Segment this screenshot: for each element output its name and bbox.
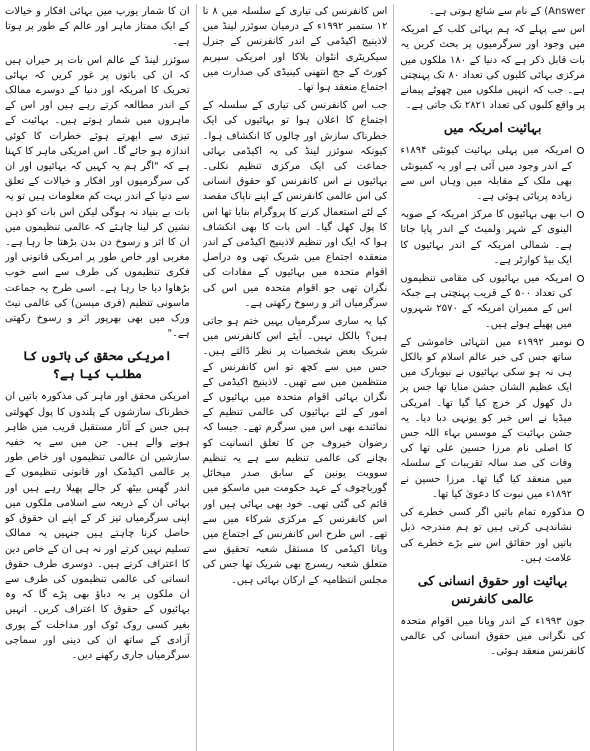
bullet-list (400, 143, 585, 565)
section-heading: بہائیت امریکہ میں (443, 120, 542, 136)
list-item: مذکورہ تمام باتیں اگر کسی خطرے کی نشاندہی کرتی ہیں تو ہم مندرجہ ذیل باتیں اور حقائق اس سے بڑے خطرے کی علامت ہیں۔ (400, 505, 585, 566)
paragraph: جون ۱۹۹۳ء کے اندر ویانا میں اقوام متحدہ کی نگرانی میں حقوق انسانی کی عالمی کانفرنس منعقد ہوئی۔ (400, 615, 585, 658)
paragraph: اس کانفرنس کی تیاری کے سلسلہ میں ۸ تا ۱۲ ستمبر ۱۹۹۲ء کے درمیان سوئزر لینڈ میں لاذینیج اکیڈمی کے اندر کانفرنس کے جنرل سیکریٹری انٹوان بلاکا اور امریکی سپریم کورٹ کے جج انتھنی کینیڈی کی صدارت میں اجتماع منعقد ہوا تھا۔ (202, 6, 388, 94)
list-item: امریکہ میں بہائیوں کی مقامی تنظیموں کی تعداد ۵۰۰ کے قریب پہنچتی ہے جبکہ اس کے ممبران امریکہ کے ۲۵۷۰ شہروں میں پھیلے ہوئے ہیں۔ (400, 271, 585, 332)
column-divider (196, 4, 197, 751)
column-right (400, 4, 585, 751)
paragraph: Answer) کے نام سے شائع ہوتی ہے۔ (429, 6, 585, 17)
column-left (5, 4, 190, 751)
section-heading: بہائیت اور حقوق انسانی کی عالمی کانفرنس (417, 572, 568, 606)
paragraph: ان کا شمار یورپ میں بہائی افکار و خیالات کے ایک ممتاز ماہر اور عالم کے طور پر ہوتا ہے۔ (4, 6, 190, 48)
column-divider (393, 4, 394, 751)
column-middle (203, 4, 388, 751)
list-item: نومبر ۱۹۹۲ء میں انتہائی خاموشی کے ساتھ جس کی خبر عالم اسلام کو بالکل ہی نہ ہو سکی بہائیوں نے نیویارک میں ایک عظیم الشان جشن منایا تھا جس پر دل کھول کر خرچ کیا گیا تھا۔ امریکی میڈیا نے اس خبر کو یونہی دبا دیا۔ یہ جشن بہائیت کے موسس بہاء اللہ جس کا اصلی نام مرزا حسین علی تھا کی وفات کی صد سالہ تقریبات کے سلسلہ میں منعقد کیا گیا تھا۔ مرزا حسین نے ۱۸۹۲ء میں نبوت کا دعویٰ کیا تھا۔ (400, 335, 585, 502)
paragraph: سوئزر لینڈ کے عالم اس بات پر حیران ہیں کہ ان کی باتوں پر غور کریں کہ بہائی تحریک کا امریکہ اور دنیا کے دوسرے ممالک کے اندر مطالعہ کرتے رہے ہیں اور اس کے ماہروں میں شمار ہوتے ہیں۔ بہائیت کے تیزی سے ابھرتے ہوئے خطرات کا کوئی اندازہ ہو جائے گا۔ اس امریکی ماہر کا کہنا ہے کہ "اگر ہم یہ کہیں کہ بہائیوں اور ان کی سرگرمیوں اور افکار و خیالات کے تعلق سے دنیا کے اندر بہت کم معلومات ہیں تو یہ بات بے بنیاد نہ ہوگی لیکن اس بات کو ذہن نشین کر لینا چاہئے کہ عالمی تنظیموں میں ان کا اثر و رسوخ دن بدن بڑھتا جا رہا ہے۔ مغربی اور خاص طور پر امریکی قانونی اور فکری تنظیموں کی طرف سے اسے خوب بڑھاوا دیا جا رہا ہے۔ اسی طرح یہ جماعت ماسونی تنظیم (فری میسن) کی عالمی نیٹ ورک میں بھی بھرپور اثر و رسوخ رکھتی ہے۔" (4, 54, 190, 340)
paragraph: اس سے پہلے کہ ہم بہائی کلب کے امریکہ میں وجود اور سرگرمیوں پر بحث کریں یہ بات قابل ذکر ہے کہ دنیا کے ۱۸۰ ملکوں میں مرکزی بہائی کلبوں کی تعداد ۸۰ تک پہنچتی ہے۔ جب کہ انہیں ملکوں میں چھوٹے پیمانے پر واقع کلبوں کی تعداد ۲۸۲۱ تک جاتی ہے۔ (400, 24, 585, 112)
section-heading: امریکی محقق کی باتوں کا مطلب کیا ہے؟ (22, 348, 172, 382)
list-item: امریکہ میں پہلی بہائیت کیونٹی ۱۸۹۴ء کے اندر وجود میں آئی ہے اور یہ کمیونٹی بھی ملک کے مقابلہ میں وہاں اس سے زیادہ پرپائی ہوئی ہے۔ (400, 143, 585, 204)
paragraph: امریکی محقق اور ماہر کی مذکورہ باتیں ان خطرناک سازشوں کے پلندوں کا پول کھولتی ہیں جس کے آثار مستقبل قریب میں ظاہر ہونے والے ہیں۔ جن میں سے یہ خفیہ سازشیں ان عالمی تنظیموں اور خاص طور پر عالمی اکیڈمک اور قانونی تنظیموں کے اندر گھس بیٹھ کر جالے پھیلا رہے ہیں اور بہائی ان کے ذریعہ سے اسلامی ملکوں میں اپنی سرگرمیاں تیز کر کے اپنے ان حقوق کو حاصل کرنا چاہتے ہیں جنہیں یہ ممالک تسلیم نہیں کرتے اور نہ ہی ان کے خاص دین کا اعتراف کرتے ہیں۔ دوسری طرف حقوق انسانی کی عالمی تنظیموں کی طرف سے ان ملکوں پر یہ دباؤ بھی پڑے گا کہ وہ بہائیوں کے حقوق کا اعتراف کریں۔ انہیں بغیر کسی روک ٹوک اور مداخلت کے پوری آزادی کے ساتھ ان کی دینی اور سماجی سرگرمیاں جاری رکھنے دیں۔ (4, 391, 190, 661)
paragraph: کیا یہ ساری سرگرمیاں یہیں ختم ہو جاتی ہیں؟ بالکل نہیں۔ آیئے اس کانفرنس میں شریک بعض شخصیات پر نظر ڈالتے ہیں۔ جس میں سے کچھ تو اس کانفرنس کے منتظمین میں سے تھیں۔ لاذینیج اکیڈمی کے نگران بہائی اقوام متحدہ میں بہائیوں کے امور کے لئے بہائیوں کی عالمی تنظیم کے نمائندے بھی اس میں سرگرم تھے۔ جیسا کہ رضوان خیروف جن کا تعلق انسانیت کو بچانے کی عالمی تنظیم سے ہے یہ تنظیم سوویت یونین کے سابق صدر میخائل گورباچوف کے عہد حکومت میں ماسکو میں قائم کی گئی تھی۔ خود بھی بہائی ہیں اور اس کانفرنس کے مرکزی شرکاء میں سے تھے۔ اس طرح اس کانفرنس کے اجتماع میں ویانا اکیڈمی کا مستقل شعبہ تحقیق سے متعلق شعبہ ریسرچ بھی شریک تھا جس کی مجلس انتظامیہ کے ارکان بہائی ہیں۔ (202, 316, 388, 586)
list-item: اب بھی بہائیوں کا مرکز امریکہ کے صوبہ الینوی کے شہر ولمیٹ کے اندر پایا جاتا ہے۔ شمالی امریکہ کے اندر بہائیوں کا ایک بیڈ کوارٹر ہے۔ (400, 207, 585, 268)
paragraph: جب اس کانفرنس کی تیاری کے سلسلہ کے اجتماع کا اعلان ہوا تو بہائیوں کی ایک خطرناک سازش اور چالوں کا انکشاف ہوا۔ کیونکہ سوئزر لینڈ کی یہ اکیڈمی بہائی جماعت کی ایک مرکزی تنظیم نکلی۔ بہائیوں نے اس کانفرنس کو حقوق انسانی کی اس عالمی کانفرنس کے اپنے ناپاک مقصد کے لئے استعمال کرنے کا پروگرام بنایا تھا اس کا پول کھل گیا۔ اس بات کا بھی انکشاف ہوا کہ ایک اور تنظیم لاذینیج اکیڈمی کے اندر منعقدہ اجتماع میں شریک تھی وہ دراصل اقوام متحدہ میں بہائیوں کے مفادات کی نگران تھی جو اقوام متحدہ میں اس کی سرگرمیاں اثر و رسوخ رکھتی ہے۔ (202, 100, 388, 309)
